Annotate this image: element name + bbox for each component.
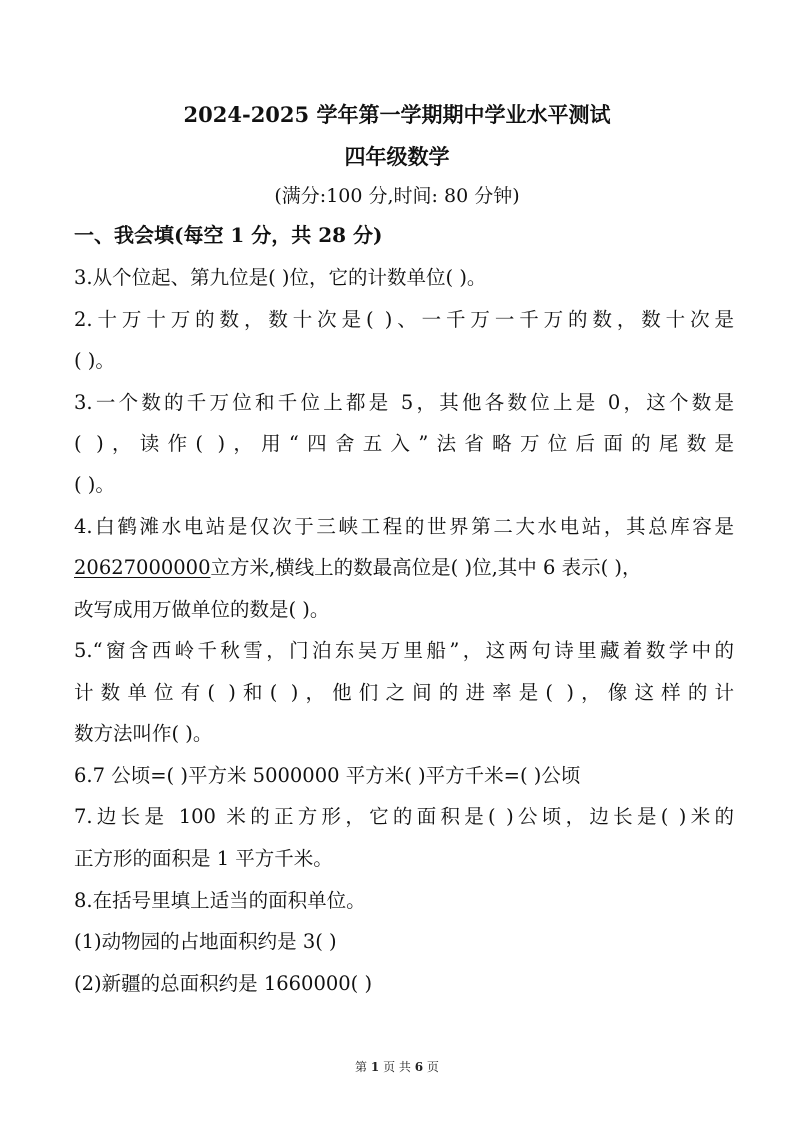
question-line: 5.“窗含西岭千秋雪，门泊东吴万里船”，这两句诗里藏着数学中的 bbox=[74, 639, 734, 662]
page-total: 6 bbox=[414, 1060, 424, 1074]
exam-subtitle: 四年级数学 bbox=[344, 144, 450, 169]
section-heading: 一、我会填(每空 1 分，共 28 分) bbox=[74, 223, 383, 247]
question-line: 3.从个位起、第九位是( )位，它的计数单位( )。 bbox=[74, 266, 487, 289]
question-line: 计数单位有( )和( )，他们之间的进率是( )，像这样的计 bbox=[74, 681, 734, 704]
page-footer bbox=[0, 1058, 794, 1075]
page-number: 1 bbox=[370, 1060, 380, 1074]
question-line: 3.一个数的千万位和千位上都是 5，其他各数位上是 0，这个数是 bbox=[74, 391, 734, 414]
question-line: ( )，读作( )，用“四舍五入”法省略万位后面的尾数是 bbox=[74, 432, 734, 455]
footer-middle: 页 共 bbox=[383, 1060, 411, 1074]
underlined-number: 20627000000 bbox=[74, 556, 211, 579]
question-text: 立方米,横线上的数最高位是( )位,其中 6 表示( )， bbox=[210, 556, 642, 579]
question-line: 数方法叫作( )。 bbox=[74, 722, 213, 745]
question-line: 正方形的面积是 1 平方千米。 bbox=[74, 847, 333, 870]
question-line bbox=[74, 555, 734, 581]
question-line: 2.十万十万的数，数十次是( )、一千万一千万的数，数十次是 bbox=[74, 308, 734, 331]
footer-suffix: 页 bbox=[426, 1060, 439, 1074]
question-line: 改写成用万做单位的数是( )。 bbox=[74, 598, 330, 621]
footer-prefix: 第 bbox=[355, 1060, 368, 1074]
exam-info: (满分:100 分,时间: 80 分钟) bbox=[274, 185, 520, 207]
exam-title: 2024-2025 学年第一学期期中学业水平测试 bbox=[183, 102, 611, 127]
question-line: (2)新疆的总面积约是 1660000( ) bbox=[74, 972, 373, 995]
question-line: (1)动物园的占地面积约是 3( ) bbox=[74, 930, 337, 953]
question-line: 4.白鹤滩水电站是仅次于三峡工程的世界第二大水电站，其总库容是 bbox=[74, 515, 734, 538]
question-line: ( )。 bbox=[74, 349, 115, 372]
question-line: 6.7 公顷=( )平方米 5000000 平方米( )平方千米=( )公顷 bbox=[74, 764, 581, 787]
question-line: ( )。 bbox=[74, 473, 115, 496]
question-line: 8.在括号里填上适当的面积单位。 bbox=[74, 889, 366, 912]
question-line: 7.边长是 100 米的正方形，它的面积是( )公顷，边长是( )米的 bbox=[74, 805, 734, 828]
